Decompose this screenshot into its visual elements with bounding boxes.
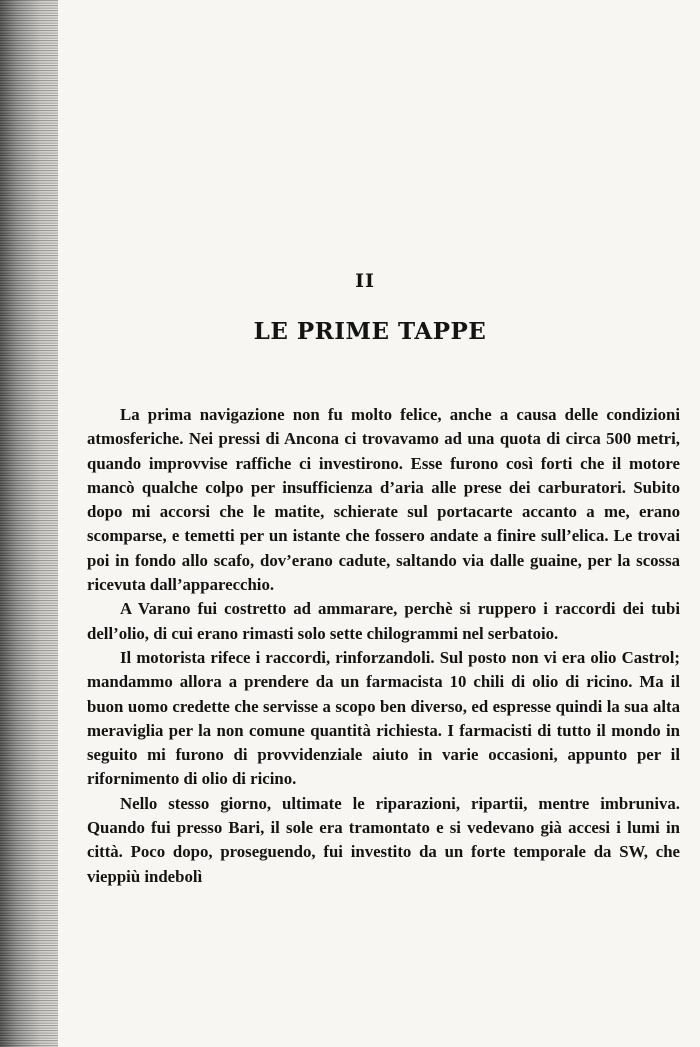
chapter-number: II [355,270,375,292]
paragraph-4: Nello stesso giorno, ultimate le riparazioni, ripartii, mentre imbruniva. Quando fui presso Bari, il sole era tramontato e si vedevano già accesi i lumi in città. Poco dopo, proseguendo, fui investito da un forte temporale da SW, che vieppiù indebolì [87,793,680,886]
paragraph-1: La prima navigazione non fu molto felice, anche a causa delle condizioni atmosferiche. Nei pressi di Ancona ci trovavamo ad una quota di circa 500 metri, quando improvvise raffiche ci investirono. Esse furono così forti che il motore mancò qualche colpo per insufficienza d’aria alle prese dei carburatori. Subito dopo mi accorsi che le matite, schierate sul portacarte accanto a me, erano scomparse, e temetti per un istante che fossero andate a finire sull’elica. Le trovai poi in fondo allo scafo, dov’erano cadute, saltando via dalle guaine, per la scossa ricevuta dall’apparecchio. [87,405,680,595]
paragraph-2: A Varano fui costretto ad ammarare, perchè si ruppero i raccordi dei tubi dell’olio, di cui erano rimasti solo sette chilogrammi nel serbatoio. [87,599,680,643]
chapter-title: LE PRIME TAPPE [253,318,487,345]
paragraph-3: Il motorista rifece i raccordi, rinforzandoli. Sul posto non vi era olio Castrol; mandammo allora a prendere da un farmacista 10 chili di olio di ricino. Ma il buon uomo credette che servisse a scopo ben diverso, ed espresse quindi la sua alta meraviglia per la non comune quantità richiesta. I farmacisti di tutto il mondo in seguito mi furono di provvidenziale aiuto in varie occasioni, appunto per il rifornimento di olio di ricino. [87,647,680,789]
body-text [87,403,680,889]
